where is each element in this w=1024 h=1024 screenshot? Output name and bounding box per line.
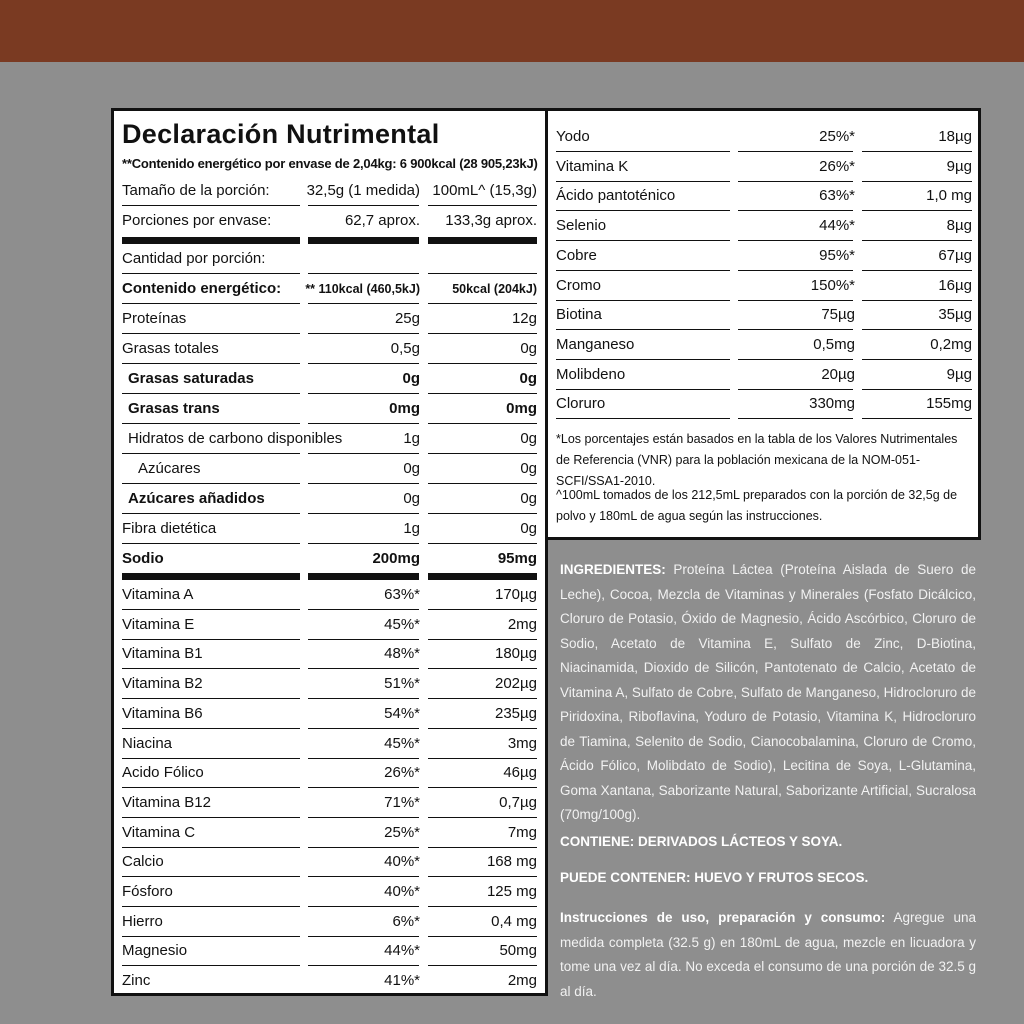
row-value-portion: 26%* <box>819 157 855 175</box>
row-value-100ml: 180µg <box>494 645 537 663</box>
row-value-100ml: 235µg <box>494 704 537 722</box>
may-contain-statement: PUEDE CONTENER: HUEVO Y FRUTOS SECOS. <box>560 870 869 885</box>
row-value-100ml: 170µg <box>494 586 537 603</box>
row-label: Fibra dietética <box>122 520 217 537</box>
row-value-100ml: 18µg <box>938 128 972 145</box>
row-label: Vitamina C <box>122 823 196 841</box>
row-value-100ml: 0g <box>519 370 537 387</box>
row-label: Grasas trans <box>128 400 220 417</box>
nutrient-row <box>122 700 537 730</box>
ingredients-text: Proteína Láctea (Proteína Aislada de Suero de Leche), Cocoa, Mezcla de Vitaminas y Minerales (Fosfato Dicálcico, Cloruro de Potasio, Óxido de Magnesio, Ácido Ascórbico, Cloruro de Sodio, Acetato de Vitamina E, Sulfato de Zinc, D-Biotina, Niacinamida, Dioxido de Silicón, Pantotenato de Calcio, Acetato de Vitamina A, Sulfato de Cobre, Sulfato de Manganeso, Hidrocloruro de Piridoxina, Riboflavina, Yoduro de Potasio, Vitamina K, Hidrocloruro de Tiamina, Selenito de Sodio, Cianocobalamina, Cloruro de Cromo, Ácido Fólico, Molibdato de Sodio), Lecitina de Soya, L-Glutamina, Goma Xantana, Saborizante Natural, Saborizante Artificial, Sucralosa (70mg/100g). <box>560 562 976 822</box>
row-label: Cloruro <box>556 395 606 413</box>
row-value-100ml: 9µg <box>946 365 972 383</box>
row-value-100ml: 35µg <box>938 306 972 324</box>
row-label: Vitamina A <box>122 586 194 603</box>
row-value-portion: 1g <box>403 520 420 537</box>
row-label: Vitamina B6 <box>122 704 203 722</box>
nutrient-row <box>122 581 537 611</box>
servings-per-package-row <box>122 207 537 237</box>
row-value-100ml: 46µg <box>503 764 537 782</box>
row-label: Magnesio <box>122 942 188 960</box>
nutrient-row <box>122 848 537 878</box>
nutrient-row <box>122 305 537 335</box>
row-value-portion: 25g <box>394 310 420 327</box>
divider <box>428 237 537 244</box>
row-value-100ml: 155mg <box>926 395 972 413</box>
row-value-portion: 0g <box>402 370 420 387</box>
row-value-100ml: 7mg <box>507 823 537 841</box>
row-value-portion: 25%* <box>384 823 420 841</box>
instructions-label: Instrucciones de uso, preparación y consumo: <box>560 910 886 925</box>
row-value-portion: 63%* <box>384 586 420 603</box>
row-label: Fósforo <box>122 883 173 900</box>
row-value-100ml: 100mL^ (15,3g) <box>432 182 537 199</box>
energy-content-row <box>122 275 537 305</box>
row-value-100ml: 0g <box>520 340 537 357</box>
row-value-100ml: 202µg <box>494 675 537 693</box>
divider <box>308 573 419 580</box>
row-value-100ml: 12g <box>511 310 537 327</box>
row-label: Grasas saturadas <box>128 370 254 387</box>
row-value-100ml: 0g <box>520 490 537 507</box>
row-value-100ml: 1,0 mg <box>926 187 972 205</box>
nutrient-row <box>556 212 972 242</box>
nutrient-row <box>122 425 537 455</box>
divider <box>122 237 300 244</box>
row-value-portion: 45%* <box>384 615 420 633</box>
row-label: Zinc <box>122 972 151 990</box>
row-label: Grasas totales <box>122 340 219 357</box>
row-label: Manganeso <box>556 335 635 353</box>
row-value-portion: 1g <box>403 430 420 447</box>
row-value-100ml: 16µg <box>938 276 972 294</box>
nutrient-row <box>556 182 972 212</box>
nutrient-row <box>122 759 537 789</box>
row-value-portion: 40%* <box>384 853 420 871</box>
nutrient-row <box>556 272 972 302</box>
row-value-portion: 32,5g (1 medida) <box>306 182 420 199</box>
row-value-100ml: 125 mg <box>486 883 537 900</box>
row-value-100ml: 0g <box>520 460 537 477</box>
row-value-portion: 51%* <box>384 675 420 693</box>
row-value-100ml: 50mg <box>499 942 537 960</box>
row-label: Ácido pantoténico <box>556 187 676 205</box>
nutrient-row <box>556 301 972 331</box>
nutrient-row <box>122 937 537 967</box>
divider <box>122 573 300 580</box>
row-label: Cobre <box>556 246 597 264</box>
row-label: Vitamina B12 <box>122 793 211 811</box>
nutrient-row <box>122 878 537 908</box>
row-value-100ml: 0,4 mg <box>491 912 537 930</box>
row-label: Biotina <box>556 306 602 324</box>
row-value-100ml: 9µg <box>946 157 972 175</box>
nutrient-row <box>122 819 537 849</box>
nutrient-row <box>122 670 537 700</box>
nutrient-row <box>556 390 972 420</box>
row-value-portion: 95%* <box>819 246 855 264</box>
row-value-100ml: 0,7µg <box>499 793 537 811</box>
row-label: Niacina <box>122 734 173 752</box>
row-value-100ml: 0g <box>520 430 537 447</box>
row-label: Calcio <box>122 853 164 871</box>
panel-title: Declaración Nutrimental <box>122 119 440 149</box>
row-value-portion: 63%* <box>819 187 855 205</box>
row-value-portion: 0g <box>403 490 420 507</box>
row-value-portion: 200mg <box>372 550 420 567</box>
row-value-100ml: 168 mg <box>486 853 537 871</box>
row-value-portion: 0,5mg <box>813 335 855 353</box>
row-value-100ml: 0g <box>520 520 537 537</box>
divider <box>308 237 419 244</box>
contains-statement: CONTIENE: DERIVADOS LÁCTEOS Y SOYA. <box>560 834 843 849</box>
row-value-portion: ** 110kcal (460,5kJ) <box>305 282 420 296</box>
row-label: Hierro <box>122 912 163 930</box>
nutrient-row <box>122 455 537 485</box>
row-value-100ml: 0,2mg <box>930 335 972 353</box>
nutrient-row <box>122 730 537 760</box>
vnr-note: *Los porcentajes están basados en la tabla de los Valores Nutrimentales de Referencia (VNR) para la población mexicana de la NOM-051-SCFI/SSA1-2010. <box>556 432 958 488</box>
row-value-100ml: 8µg <box>946 217 972 235</box>
row-value-portion: 44%* <box>384 942 420 960</box>
divider <box>428 573 537 580</box>
row-value-portion: 54%* <box>384 704 420 722</box>
energy-per-package: **Contenido energético por envase de 2,04kg: 6 900kcal (28 905,23kJ) <box>122 156 538 171</box>
row-label: Vitamina B2 <box>122 675 203 693</box>
row-value-portion: 62,7 aprox. <box>344 212 420 229</box>
preparation-note: ^100mL tomados de los 212,5mL preparados con la porción de 32,5g de polvo y 180mL de agua según las instrucciones. <box>556 488 958 523</box>
nutrient-row <box>122 395 537 425</box>
nutrient-row <box>122 967 537 997</box>
row-value-portion: 48%* <box>384 645 420 663</box>
nutrient-row <box>122 545 537 575</box>
nutrient-row <box>556 153 972 183</box>
row-value-100ml: 133,3g aprox. <box>445 212 537 229</box>
nutrient-row <box>122 640 537 670</box>
row-label: Vitamina E <box>122 615 195 633</box>
row-value-portion: 26%* <box>384 764 420 782</box>
row-label: Selenio <box>556 217 607 235</box>
nutrient-row <box>122 365 537 395</box>
minerals-panel <box>545 108 981 540</box>
row-value-100ml: 67µg <box>938 246 972 264</box>
row-label: Porciones por envase: <box>122 212 272 229</box>
instructions-paragraph <box>560 906 976 1004</box>
nutrient-row <box>122 789 537 819</box>
row-label: Azúcares añadidos <box>128 490 265 507</box>
nutrient-row <box>122 515 537 545</box>
row-label: Tamaño de la porción: <box>122 182 270 199</box>
row-value-portion: 44%* <box>819 217 855 235</box>
row-value-portion: 0g <box>403 460 420 477</box>
nutrient-row <box>556 331 972 361</box>
row-value-portion: 25%* <box>819 128 855 145</box>
row-label: Molibdeno <box>556 365 626 383</box>
nutrient-row <box>122 908 537 938</box>
nutrient-row <box>122 611 537 641</box>
row-label: Proteínas <box>122 310 187 327</box>
ingredients-label: INGREDIENTES: <box>560 562 666 577</box>
quantity-per-serving-row <box>122 245 537 275</box>
row-value-portion: 0mg <box>389 400 420 417</box>
row-label: Yodo <box>556 128 590 145</box>
row-label: Cantidad por porción: <box>122 250 266 267</box>
row-label: Vitamina K <box>556 157 629 175</box>
nutrient-row <box>122 485 537 515</box>
row-value-portion: 0,5g <box>390 340 420 357</box>
row-label: Sodio <box>122 550 164 567</box>
row-value-100ml: 3mg <box>507 734 537 752</box>
row-value-portion: 330mg <box>809 395 855 413</box>
row-value-portion: 41%* <box>384 972 420 990</box>
row-label: Hidratos de carbono disponibles <box>128 430 343 447</box>
nutrition-facts-panel <box>111 108 548 996</box>
nutrient-row <box>122 335 537 365</box>
nutrient-row <box>556 361 972 391</box>
brand-color-bar <box>0 0 1024 62</box>
ingredients-paragraph <box>560 558 976 828</box>
instructions-text: Agregue una medida completa (32.5 g) en 180mL de agua, mezcle en licuadora y tome una vez al día. No exceda el consumo de una porción de 32.5 g al día. <box>560 910 976 999</box>
row-value-portion: 45%* <box>384 734 420 752</box>
row-label: Cromo <box>556 276 602 294</box>
row-label: Vitamina B1 <box>122 645 203 663</box>
row-value-portion: 40%* <box>384 883 420 900</box>
serving-size-row <box>122 177 537 207</box>
row-value-100ml: 2mg <box>507 615 537 633</box>
row-value-100ml: 95mg <box>497 550 537 567</box>
nutrient-row <box>556 123 972 153</box>
row-value-100ml: 50kcal (204kJ) <box>452 282 537 296</box>
nutrient-row <box>556 242 972 272</box>
row-label: Azúcares <box>138 460 201 477</box>
row-value-100ml: 2mg <box>507 972 537 990</box>
row-value-portion: 75µg <box>821 306 855 324</box>
row-value-portion: 6%* <box>392 912 420 930</box>
row-value-portion: 71%* <box>384 793 420 811</box>
row-label: Contenido energético: <box>122 280 282 297</box>
row-value-100ml: 0mg <box>506 400 537 417</box>
row-value-portion: 150%* <box>810 276 855 294</box>
row-label: Acido Fólico <box>122 764 204 782</box>
row-value-portion: 20µg <box>821 365 855 383</box>
